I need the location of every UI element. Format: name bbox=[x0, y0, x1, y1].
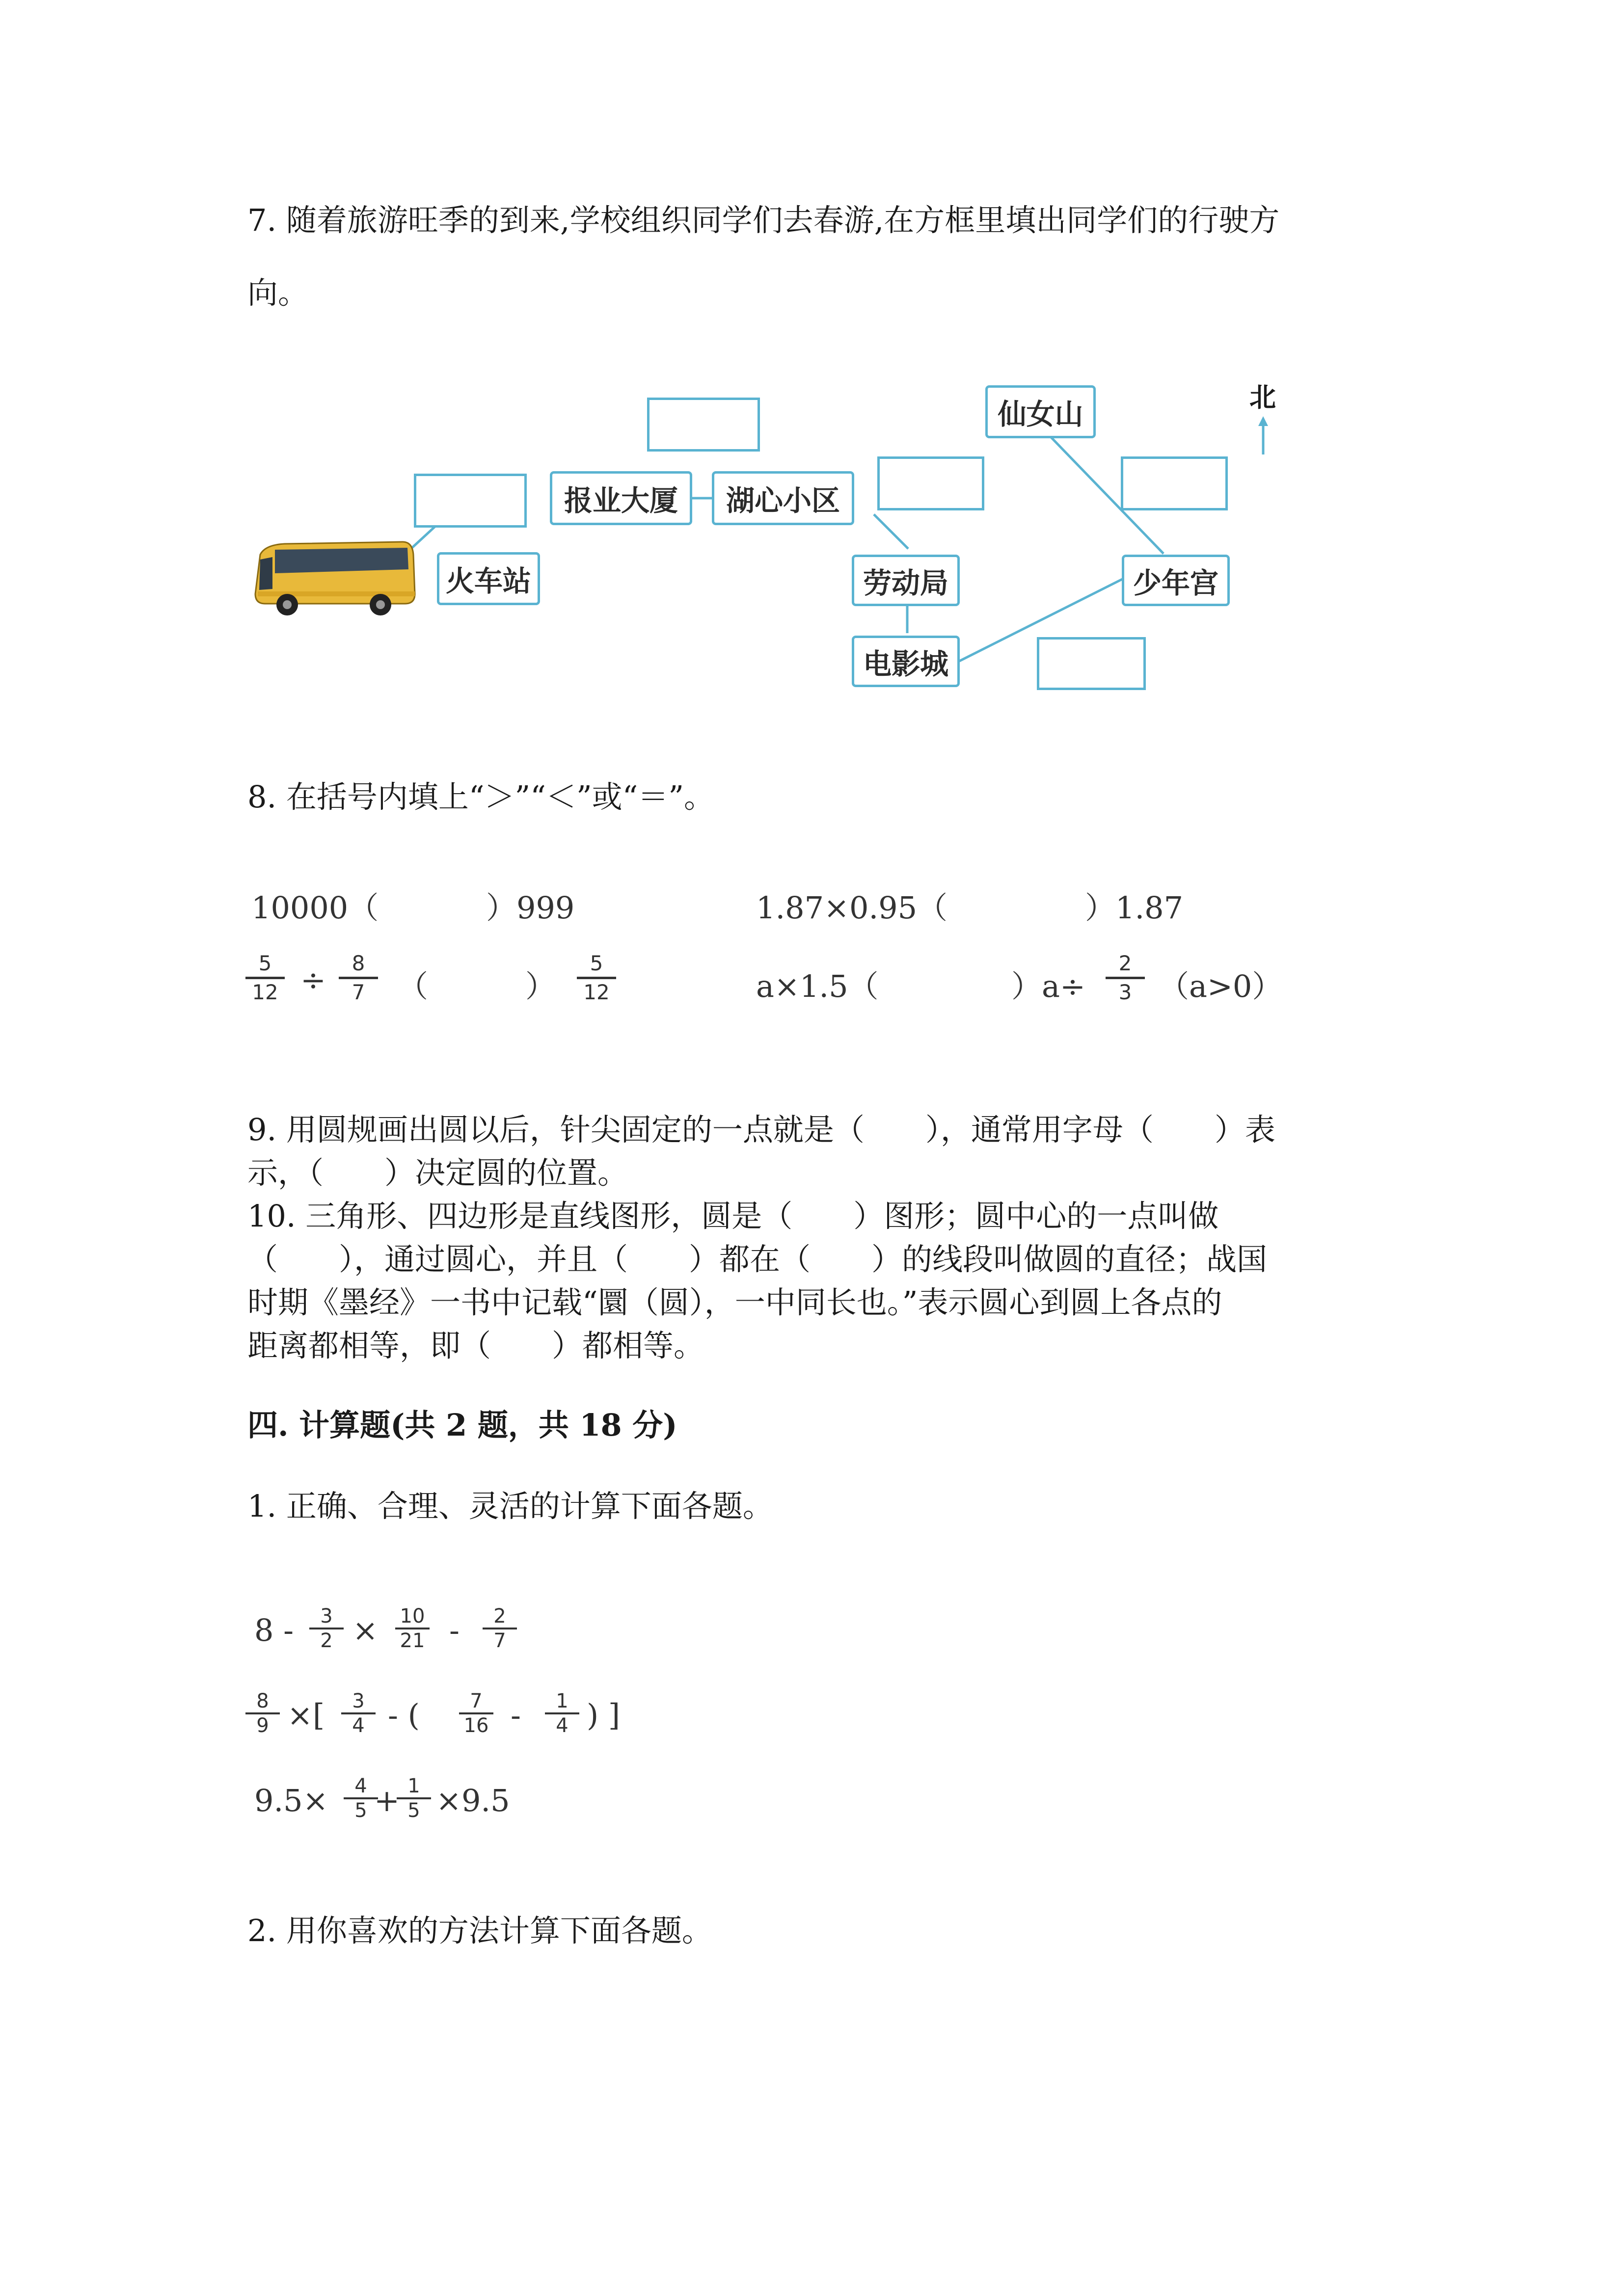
q8-r1-left-a: 10000（ bbox=[251, 890, 379, 926]
e2-f3-den: 16 bbox=[463, 1714, 489, 1737]
q8-r1-right-a: 1.87×0.95（ bbox=[756, 890, 948, 926]
north-indicator bbox=[1247, 383, 1281, 456]
place-youth-palace: 少年宫 bbox=[1122, 555, 1230, 606]
answer-box-1[interactable] bbox=[647, 398, 760, 452]
q8-r2-f3-den: 12 bbox=[583, 980, 610, 1004]
q8-r2-f2-den: 7 bbox=[352, 980, 365, 1004]
place-lakeside-community: 湖心小区 bbox=[712, 471, 854, 525]
e3-tail: ×9.5 bbox=[436, 1783, 510, 1818]
e3-fraction-2 bbox=[397, 1776, 431, 1821]
q9-line2: 示，（ ）决定圆的位置。 bbox=[247, 1155, 628, 1191]
q8-r2-fraction-3 bbox=[577, 952, 616, 1004]
q7-line1: 7. 随着旅游旺季的到来,学校组织同学们去春游,在方框里填出同学们的行驶方 bbox=[247, 202, 1280, 238]
q8-r2-f1-den: 12 bbox=[252, 980, 278, 1004]
e1-op2: - bbox=[449, 1612, 460, 1648]
route-map bbox=[245, 373, 1326, 707]
e2-close: ) ] bbox=[587, 1697, 621, 1733]
answer-box-5[interactable] bbox=[1037, 637, 1146, 690]
e1-fraction-3 bbox=[483, 1606, 517, 1651]
q10-line1: 10. 三角形、四边形是直线图形，圆是（ ）图形；圆中心的一点叫做 bbox=[247, 1198, 1219, 1234]
e2-f4-num: 1 bbox=[545, 1691, 579, 1714]
e2-fraction-4 bbox=[545, 1691, 579, 1736]
e2-f2-den: 4 bbox=[352, 1714, 365, 1737]
e2-open: ×[ bbox=[287, 1697, 325, 1733]
e3-f2-den: 5 bbox=[407, 1799, 420, 1822]
e1-lead: 8 - bbox=[254, 1612, 294, 1648]
e1-f3-num: 2 bbox=[483, 1606, 517, 1629]
e3-lead: 9.5× bbox=[254, 1783, 328, 1818]
q8-r2-fraction-4 bbox=[1106, 952, 1145, 1004]
e2-f4-den: 4 bbox=[556, 1714, 568, 1737]
e2-mid: - ( bbox=[388, 1697, 420, 1733]
e3-fraction-1 bbox=[344, 1776, 378, 1821]
e1-f1-den: 2 bbox=[320, 1629, 333, 1652]
q9-line1: 9. 用圆规画出圆以后，针尖固定的一点就是（ ），通常用字母（ ）表 bbox=[247, 1112, 1275, 1148]
place-cinema: 电影城 bbox=[852, 636, 960, 687]
e2-fraction-3 bbox=[459, 1691, 493, 1736]
e1-f1-num: 3 bbox=[309, 1606, 344, 1629]
e1-f2-den: 21 bbox=[400, 1629, 425, 1652]
q8-title: 8. 在括号内填上“＞”“＜”或“＝”。 bbox=[247, 779, 715, 815]
e2-f2-num: 3 bbox=[341, 1691, 376, 1714]
q8-r2-f4-num: 2 bbox=[1106, 952, 1145, 979]
q8-r2-close: ） bbox=[525, 968, 556, 1004]
q8-r2-condition: （a>0） bbox=[1159, 968, 1283, 1004]
place-fairy-mountain: 仙女山 bbox=[985, 385, 1096, 438]
answer-box-2[interactable] bbox=[414, 474, 527, 528]
q10-line2: （ ），通过圆心，并且（ ）都在（ ）的线段叫做圆的直径；战国 bbox=[247, 1241, 1268, 1277]
q8-r2-f4-den: 3 bbox=[1118, 980, 1132, 1004]
q8-r2-fraction-1 bbox=[245, 952, 285, 1004]
place-newspaper-building: 报业大厦 bbox=[550, 471, 692, 525]
e1-f3-den: 7 bbox=[493, 1629, 506, 1652]
q10-line3: 时期《墨经》一书中记载“圜（圆），一中同长也。”表示圆心到圆上各点的 bbox=[247, 1284, 1222, 1320]
q8-r2-f3-num: 5 bbox=[577, 952, 616, 979]
e1-op1: × bbox=[352, 1612, 378, 1648]
q10-line4: 距离都相等，即（ ）都相等。 bbox=[247, 1328, 704, 1363]
section4-q1: 1. 正确、合理、灵活的计算下面各题。 bbox=[247, 1488, 773, 1524]
e2-fraction-2 bbox=[341, 1691, 376, 1736]
e2-fraction-1 bbox=[245, 1691, 280, 1736]
e2-op: - bbox=[511, 1697, 521, 1733]
e1-fraction-1 bbox=[309, 1606, 344, 1651]
q8-r2-right-a: a×1.5（ bbox=[756, 968, 879, 1004]
q8-r2-f1-num: 5 bbox=[245, 952, 285, 979]
section4-q2: 2. 用你喜欢的方法计算下面各题。 bbox=[247, 1913, 712, 1949]
q8-r2-open: （ bbox=[398, 968, 429, 1004]
place-labor-bureau: 劳动局 bbox=[852, 555, 960, 606]
q8-r2-right-b: ）a÷ bbox=[1011, 968, 1085, 1004]
e1-f2-num: 10 bbox=[395, 1606, 430, 1629]
e1-fraction-2 bbox=[395, 1606, 430, 1651]
answer-box-3[interactable] bbox=[877, 456, 984, 510]
e3-f1-den: 5 bbox=[354, 1799, 367, 1822]
e3-plus: + bbox=[374, 1783, 400, 1818]
line-lakeside-labor bbox=[874, 514, 908, 549]
e2-f1-den: 9 bbox=[256, 1714, 269, 1737]
q8-r1-left-b: ）999 bbox=[486, 890, 575, 926]
section4-title: 四. 计算题(共 2 题，共 18 分) bbox=[247, 1407, 677, 1443]
answer-box-4[interactable] bbox=[1121, 456, 1228, 510]
e3-f1-num: 4 bbox=[344, 1776, 378, 1799]
q8-r1-right-b: ）1.87 bbox=[1085, 890, 1184, 926]
north-label: 北 bbox=[1249, 382, 1276, 413]
q8-r2-divide: ÷ bbox=[300, 962, 326, 998]
north-arrow-icon bbox=[1256, 416, 1271, 455]
place-train-station: 火车站 bbox=[437, 552, 540, 605]
q8-r2-fraction-2 bbox=[339, 952, 378, 1004]
q8-r2-f2-num: 8 bbox=[339, 952, 378, 979]
e2-f1-num: 8 bbox=[245, 1691, 280, 1714]
bus-icon bbox=[245, 535, 417, 623]
e3-f2-num: 1 bbox=[397, 1776, 431, 1799]
e2-f3-num: 7 bbox=[459, 1691, 493, 1714]
q7-line2: 向。 bbox=[247, 275, 309, 311]
